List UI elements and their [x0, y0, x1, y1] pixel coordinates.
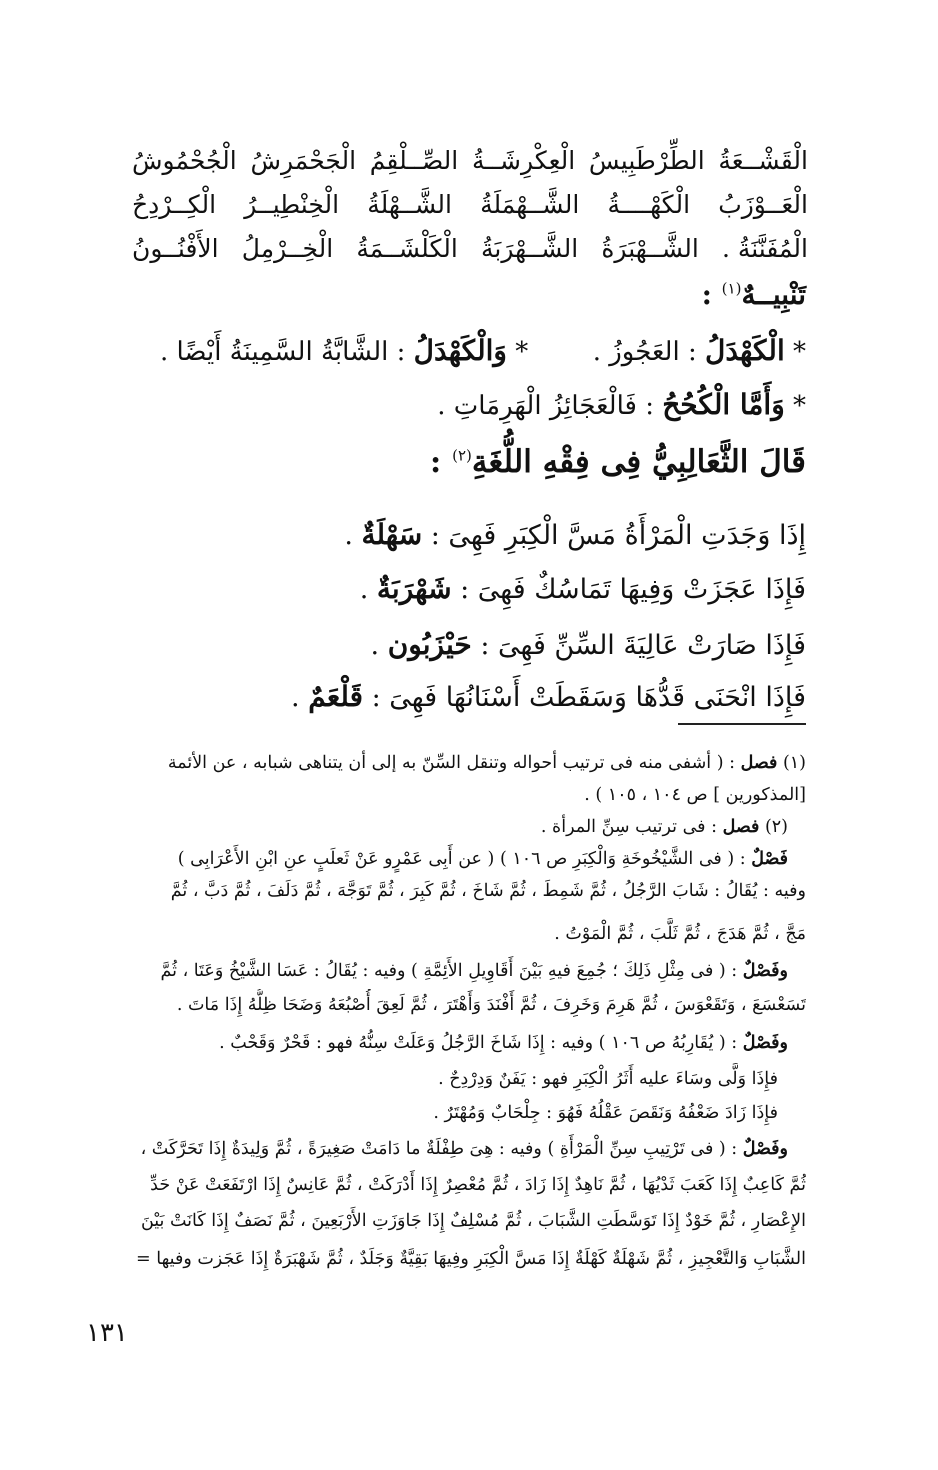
page-number: ١٣١	[86, 1318, 128, 1348]
tanbih-title: تَنْبِيــهٌ	[741, 278, 806, 311]
quote-line-4	[291, 680, 806, 713]
quote-line-3	[371, 628, 807, 661]
section-heading	[430, 444, 806, 480]
footnote-text: تَسَعْسَعَ ، وَتَقَعْوَسَ ، ثُمَّ هَرِمَ وَخَرِفَ ، ثُمَّ أَفْنَدَ وَأَهْتَرَ ، ثُمَّ لَعِقَ أُصْبُعَهُ وَضَحَا ظِلُّهُ إِذَا مَاتَ .	[176, 995, 806, 1015]
quote-text: إِذَا وَجَدَتِ الْمَرْأَةُ مَسَّ الْكِبَرِ فَهِىَ :	[430, 520, 806, 551]
quote-term: سَهْلَةٌ	[361, 518, 423, 551]
definition-text: : العَجُوزُ .	[592, 337, 697, 367]
definition-term: وَأَمَّا الْكُحُحُ	[662, 388, 785, 421]
footnote-line	[130, 1133, 788, 1165]
footnote-ref: (٢)	[452, 446, 472, 465]
definition-line-2	[437, 388, 806, 421]
footnote-line	[130, 1097, 778, 1129]
word-row-3	[132, 226, 808, 270]
grid-word: الْخِــرْمِلُ	[241, 233, 334, 263]
footnote-number: (١)	[782, 753, 806, 773]
grid-word: الطِّرْطَبِيسُ	[588, 145, 705, 175]
quote-end: .	[344, 520, 353, 551]
footnote-text: الإِعْصَارِ ، ثُمَّ خَوْدٌ إِذَا تَوَسَّطَتِ الشَّبَابَ ، ثُمَّ مُسْلِفٌ إِذَا جَاوَزَتِ الأَرْبَعِينَ ، ثُمَّ نَصَفٌ إِذَا كَانَتْ بَيْنَ	[140, 1211, 806, 1231]
footnote-line	[130, 811, 788, 843]
grid-word: الْكِــرْدِحُ	[132, 189, 217, 219]
footnote-text: فإِذَا وَلَّى وسَاءَ عليه أَثَرُ الْكِبَرِ فهو : يَفَنٌ وَدِرْدِحٌ .	[438, 1069, 778, 1089]
footnote-text: : ( يُقَارِبُهُ ص ١٠٦ ) وفيه : إِذَا شَاخَ الرَّجُلُ وَعَلَتْ سِنُّهُ فهو : قَحْرٌ وَقَحْبٌ .	[219, 1033, 738, 1053]
footnote-keyword: وفَصْلٌ	[742, 1139, 788, 1159]
quote-text: فَإِذَا صَارَتْ عَالِيَةَ السِّنِّ فَهِىَ :	[480, 630, 806, 661]
footnote-line	[130, 843, 788, 875]
grid-word: الْعَــوْزَبُ	[718, 189, 808, 219]
grid-word: الْكَلْشَــمَةُ	[356, 233, 458, 263]
grid-word: الأَفْنُــونُ	[132, 233, 219, 263]
quote-line-1	[344, 518, 806, 551]
footnote-keyword: فصل	[722, 817, 760, 837]
definition-text: : الشَّابَّةُ السَّمِينَةُ أَيْضًا .	[159, 337, 406, 367]
footnote-line	[130, 1027, 788, 1059]
footnote-keyword: وفَصْلٌ	[742, 961, 788, 981]
quote-text: فَإِذَا عَجَزَتْ وَفِيهَا تَمَاسُكٌ فَهِىَ :	[460, 574, 806, 605]
grid-word: الْمُفَنَّنَةُ .	[721, 233, 808, 263]
grid-word: الشَّــهْمَلَةُ	[480, 189, 580, 219]
grid-word: الصِّــلْقِمُ	[369, 145, 459, 175]
grid-word: الْكَهْــــةُ	[607, 189, 691, 219]
section-colon: :	[429, 444, 442, 480]
grid-word: الْخِنْطِيــرُ	[244, 189, 340, 219]
footnote-ref: (١)	[721, 279, 742, 298]
grid-word: الْجَحْمَرِشُ	[250, 145, 357, 175]
grid-word: الْجُحْمُوشُ	[132, 145, 237, 175]
grid-word: الشَّــهْلَةُ	[367, 189, 452, 219]
definition-term: الْكَهْدَلُ	[705, 334, 785, 367]
footnote-text: : ( فى تَرْتِيبِ سِنِّ الْمَرْأَةِ ) وفيه : هِىَ طِفْلَةٌ ما دَامَتْ صَغِيرَةً ، ثُمَّ وَلِيدَةٌ إِذَا تَحَرَّكَتْ ،	[140, 1139, 738, 1159]
footnote-line	[130, 1169, 806, 1201]
quote-text: فَإِذَا انْحَنَى قَدُّهَا وَسَقَطَتْ أَسْنَانُهَا فَهِىَ :	[371, 682, 806, 713]
footnote-line	[130, 955, 788, 987]
footnote-line	[130, 779, 806, 811]
footnote-text: فإِذَا زَادَ ضَعْفُهُ وَنَقَصَ عَقْلُهُ فَهُوَ : جِلْحَابٌ وَمُهْتَرٌ .	[433, 1103, 778, 1123]
quote-term: حَيْزَبُون	[387, 628, 472, 661]
quote-term: قَلْعَمٌ	[308, 680, 363, 713]
footnote-text: : ( فى مِثْلِ ذَلِكَ ؛ جُمِعَ فيهِ بَيْنَ أَقَاوِيلِ الأَئِمَّةِ ) وفيه : يُقَالُ : عَسَا الشَّيْخُ وَعَتَا ، ثُمَّ	[160, 961, 738, 981]
footnote-text: مَجَّ ، ثُمَّ هَدَجَ ، ثُمَّ ثَلَّبَ ، ثُمَّ الْمَوْتُ .	[554, 924, 806, 944]
tanbih-heading	[702, 278, 806, 311]
footnote-number: (٢)	[764, 817, 788, 837]
footnote-line	[130, 918, 806, 950]
quote-end: .	[291, 682, 300, 713]
footnote-keyword: وفَصْلٌ	[742, 1033, 788, 1053]
quote-end: .	[370, 630, 380, 661]
footnote-keyword: فصل	[740, 753, 778, 773]
quote-term: شَهْرَبَةٌ	[376, 572, 452, 605]
tanbih-colon: :	[701, 278, 712, 311]
footnote-text: وفيه : يُقَالُ : شَابَ الرَّجُلُ ، ثُمَّ شَمِطَ ، ثُمَّ شَاخَ ، ثُمَّ كَبِرَ ، ثُمَّ تَوَجَّهَ ، ثُمَّ دَلَفَ ، ثُمَّ دَبَّ ، ثُمَّ	[170, 881, 806, 901]
footnote-text: : ( فى الشَّيْخُوخَةِ وَالْكِبَرِ ص ١٠٦ ) ( عن أَبِى عَمْرٍو عَنْ ثَعلَبٍ عنِ ابْنِ الأَعْرَابِى )	[177, 849, 746, 869]
grid-word: الشَّــهْبَرَةُ	[601, 233, 699, 263]
footnote-text: : ( أشفى منه فى ترتيب أحواله وتنقل السِّنّ به إلى أن يتناهى شبابه ، عن الأئمة	[167, 753, 735, 773]
footnote-separator	[678, 723, 806, 725]
footnote-line	[130, 747, 806, 779]
footnote-text: : فى ترتيب سِنِّ المرأة .	[540, 817, 717, 837]
definition-line-1	[160, 334, 806, 367]
word-row-2	[132, 182, 808, 226]
footnote-line	[130, 1063, 778, 1095]
footnote-text: الشَّبَابِ وَالتَّعْجِيزِ ، ثُمَّ شَهْلَةٌ كَهْلَةٌ إِذَا مَسَّ الْكِبَرِ وفِيهَا بَقِيَّةٌ وَجَلَدٌ ، ثُمَّ شَهْبَرَةٌ إِذَا عَجَزت وفيها =	[136, 1249, 806, 1269]
star-marker: *	[793, 337, 806, 367]
footnote-line	[130, 1205, 806, 1237]
word-row-1	[132, 138, 808, 182]
grid-word: الْقَشْــعَةُ	[718, 145, 808, 175]
footnote-text: [المذكورين ] ص ١٠٤ ، ١٠٥ ) .	[584, 785, 806, 805]
quote-end: .	[359, 574, 369, 605]
footnote-line	[130, 989, 806, 1021]
footnote-keyword: فَصْلٌ	[751, 849, 788, 869]
definition-term: وَالْكَهْدَلُ	[413, 334, 507, 367]
grid-word: الشَّــهْرَبَةُ	[480, 233, 579, 263]
footnote-line	[130, 875, 806, 907]
quote-line-2	[360, 572, 806, 605]
star-marker: *	[515, 337, 529, 367]
footnote-text: ثُمَّ كَاعِبٌ إِذَا كَعَبَ ثَدْيُهَا ، ثُمَّ نَاهِدٌ إِذَا زَادَ ، ثُمَّ مُعْصِرٌ إِذَا أَدْرَكَتْ ، ثُمَّ عَانِسٌ إِذَا ارْتَفَعَتْ عَنْ حَدِّ	[150, 1175, 806, 1195]
footnote-line	[130, 1243, 806, 1275]
definition-text: : فَالْعَجَائِزُ الْهَرِمَاتِ .	[437, 391, 654, 421]
star-marker: *	[793, 391, 806, 421]
section-title: قَالَ الثَّعَالِبِيُّ فِى فِقْهِ اللُّغَةِ	[471, 444, 806, 480]
grid-word: الْعِكْرِشَــةُ	[471, 145, 576, 175]
